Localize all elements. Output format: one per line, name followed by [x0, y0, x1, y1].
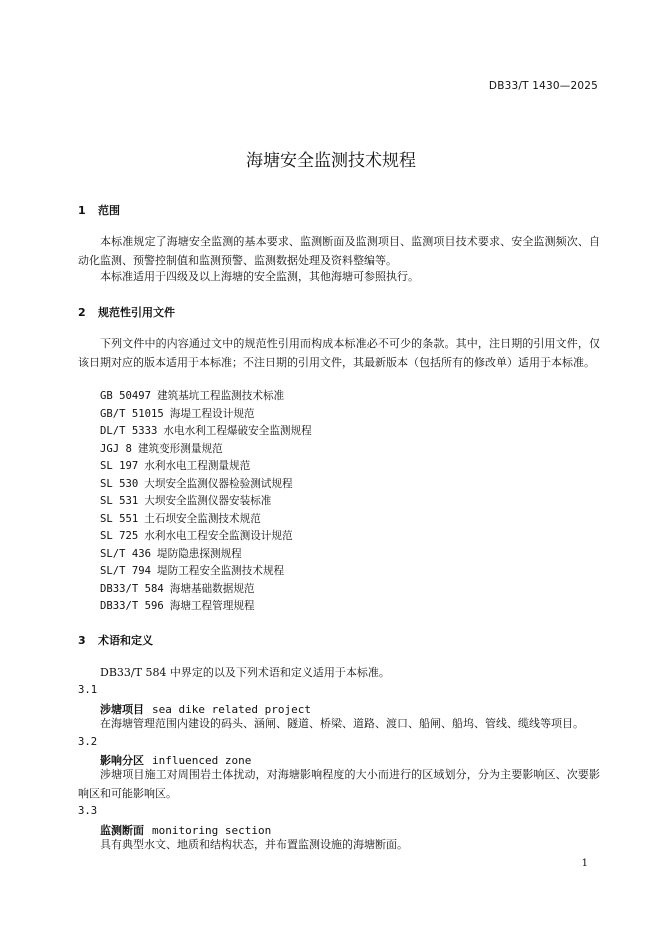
- reference-name: 海堤工程设计规范: [169, 407, 255, 420]
- reference-code: SL 725: [100, 530, 139, 542]
- reference-code: SL 531: [100, 495, 139, 507]
- reference-name: 建筑基坑工程监测技术标准: [157, 390, 285, 402]
- terms-intro: DB33/T 584 中界定的以及下列术语和定义适用于本标准。: [100, 666, 390, 679]
- page-number: 1: [581, 858, 588, 869]
- reference-code: DL/T 5333: [100, 425, 158, 437]
- reference-code: SL/T 436: [100, 547, 152, 560]
- normative-references-intro: 下列文件中的内容通过文中的规范性引用而构成本标准必不可少的条款。其中，注日期的引用文件，仅该日期对应的版本适用于本标准；不注日期的引用文件，其最新版本（包括所有的修改单）适用于本标准。: [78, 337, 600, 369]
- reference-name: 水电水利工程爆破安全监测规程: [163, 425, 312, 437]
- reference-name: 大坝安全监测仪器安装标准: [144, 495, 272, 507]
- reference-code: DB33/T 596: [100, 600, 164, 612]
- term-english: monitoring section: [152, 824, 272, 837]
- reference-code: SL 551: [100, 512, 139, 525]
- reference-name: 水利水电工程安全监测设计规范: [144, 530, 293, 542]
- reference-item: [100, 511, 261, 526]
- reference-item: [100, 458, 250, 473]
- section-title: 术语和定义: [98, 634, 153, 647]
- reference-item: [100, 388, 284, 403]
- term-chinese: 影响分区: [100, 754, 144, 767]
- section-number: 2: [78, 306, 86, 319]
- reference-item: [100, 546, 242, 561]
- reference-code: SL 530: [100, 477, 139, 490]
- reference-code: SL/T 794: [100, 565, 152, 577]
- term-chinese: 监测断面: [100, 824, 144, 837]
- term-definition: 在海塘管理范围内建设的码头、涵闸、隧道、桥梁、道路、渡口、船闸、船坞、管线、缆线等项目。: [100, 717, 584, 730]
- reference-item: [100, 528, 293, 543]
- term-definition: 涉塘项目施工对周围岩土体扰动，对海塘影响程度的大小而进行的区域划分，分为主要影响区、次要影响区和可能影响区。: [78, 768, 600, 800]
- reference-name: 堤防工程安全监测技术规程: [157, 565, 285, 577]
- reference-item: [100, 493, 271, 508]
- term-english: sea dike related project: [152, 703, 311, 716]
- term-number: 3.3: [78, 805, 98, 817]
- section-title: 范围: [98, 204, 120, 217]
- term-chinese: 涉塘项目: [100, 703, 144, 716]
- reference-item: [100, 563, 284, 578]
- document-title: 海塘安全监测技术规程: [246, 151, 416, 171]
- section-2-heading: [78, 304, 175, 320]
- section-number: 3: [78, 634, 86, 647]
- reference-item: [100, 406, 255, 421]
- reference-name: 海塘工程管理规程: [169, 600, 255, 612]
- reference-item: [100, 423, 312, 438]
- reference-code: GB 50497: [100, 390, 152, 402]
- term-number: 3.2: [78, 736, 98, 748]
- reference-name: 大坝安全监测仪器检验测试规程: [144, 477, 293, 490]
- scope-paragraph-1: 本标准规定了海塘安全监测的基本要求、监测断面及监测项目、监测项目技术要求、安全监测频次、自动化监测、预警控制值和监测预警、监测数据处理及资料整编等。: [78, 235, 600, 267]
- section-title: 规范性引用文件: [98, 306, 175, 319]
- reference-item: [100, 581, 255, 596]
- reference-item: [100, 476, 293, 491]
- reference-code: DB33/T 584: [100, 582, 164, 595]
- term-english: influenced zone: [152, 754, 252, 767]
- reference-name: 水利水电工程测量规范: [144, 460, 251, 472]
- term-definition: 具有典型水文、地质和结构状态，并布置监测设施的海塘断面。: [100, 838, 408, 851]
- scope-paragraph-2: 本标准适用于四级及以上海塘的安全监测，其他海塘可参照执行。: [100, 270, 419, 283]
- reference-item: [100, 598, 255, 613]
- reference-name: 建筑变形测量规范: [137, 442, 223, 455]
- reference-code: GB/T 51015: [100, 407, 164, 420]
- term-number: 3.1: [78, 684, 98, 696]
- reference-code: SL 197: [100, 460, 139, 472]
- reference-item: [100, 441, 223, 456]
- reference-name: 土石坝安全监测技术规范: [144, 512, 261, 525]
- section-1-heading: [78, 202, 120, 218]
- standard-code: DB33/T 1430—2025: [488, 80, 598, 92]
- reference-name: 堤防隐患探测规程: [157, 547, 242, 560]
- section-3-heading: [78, 632, 153, 648]
- reference-name: 海塘基础数据规范: [169, 582, 255, 595]
- reference-code: JGJ 8: [100, 442, 132, 455]
- section-number: 1: [78, 204, 86, 217]
